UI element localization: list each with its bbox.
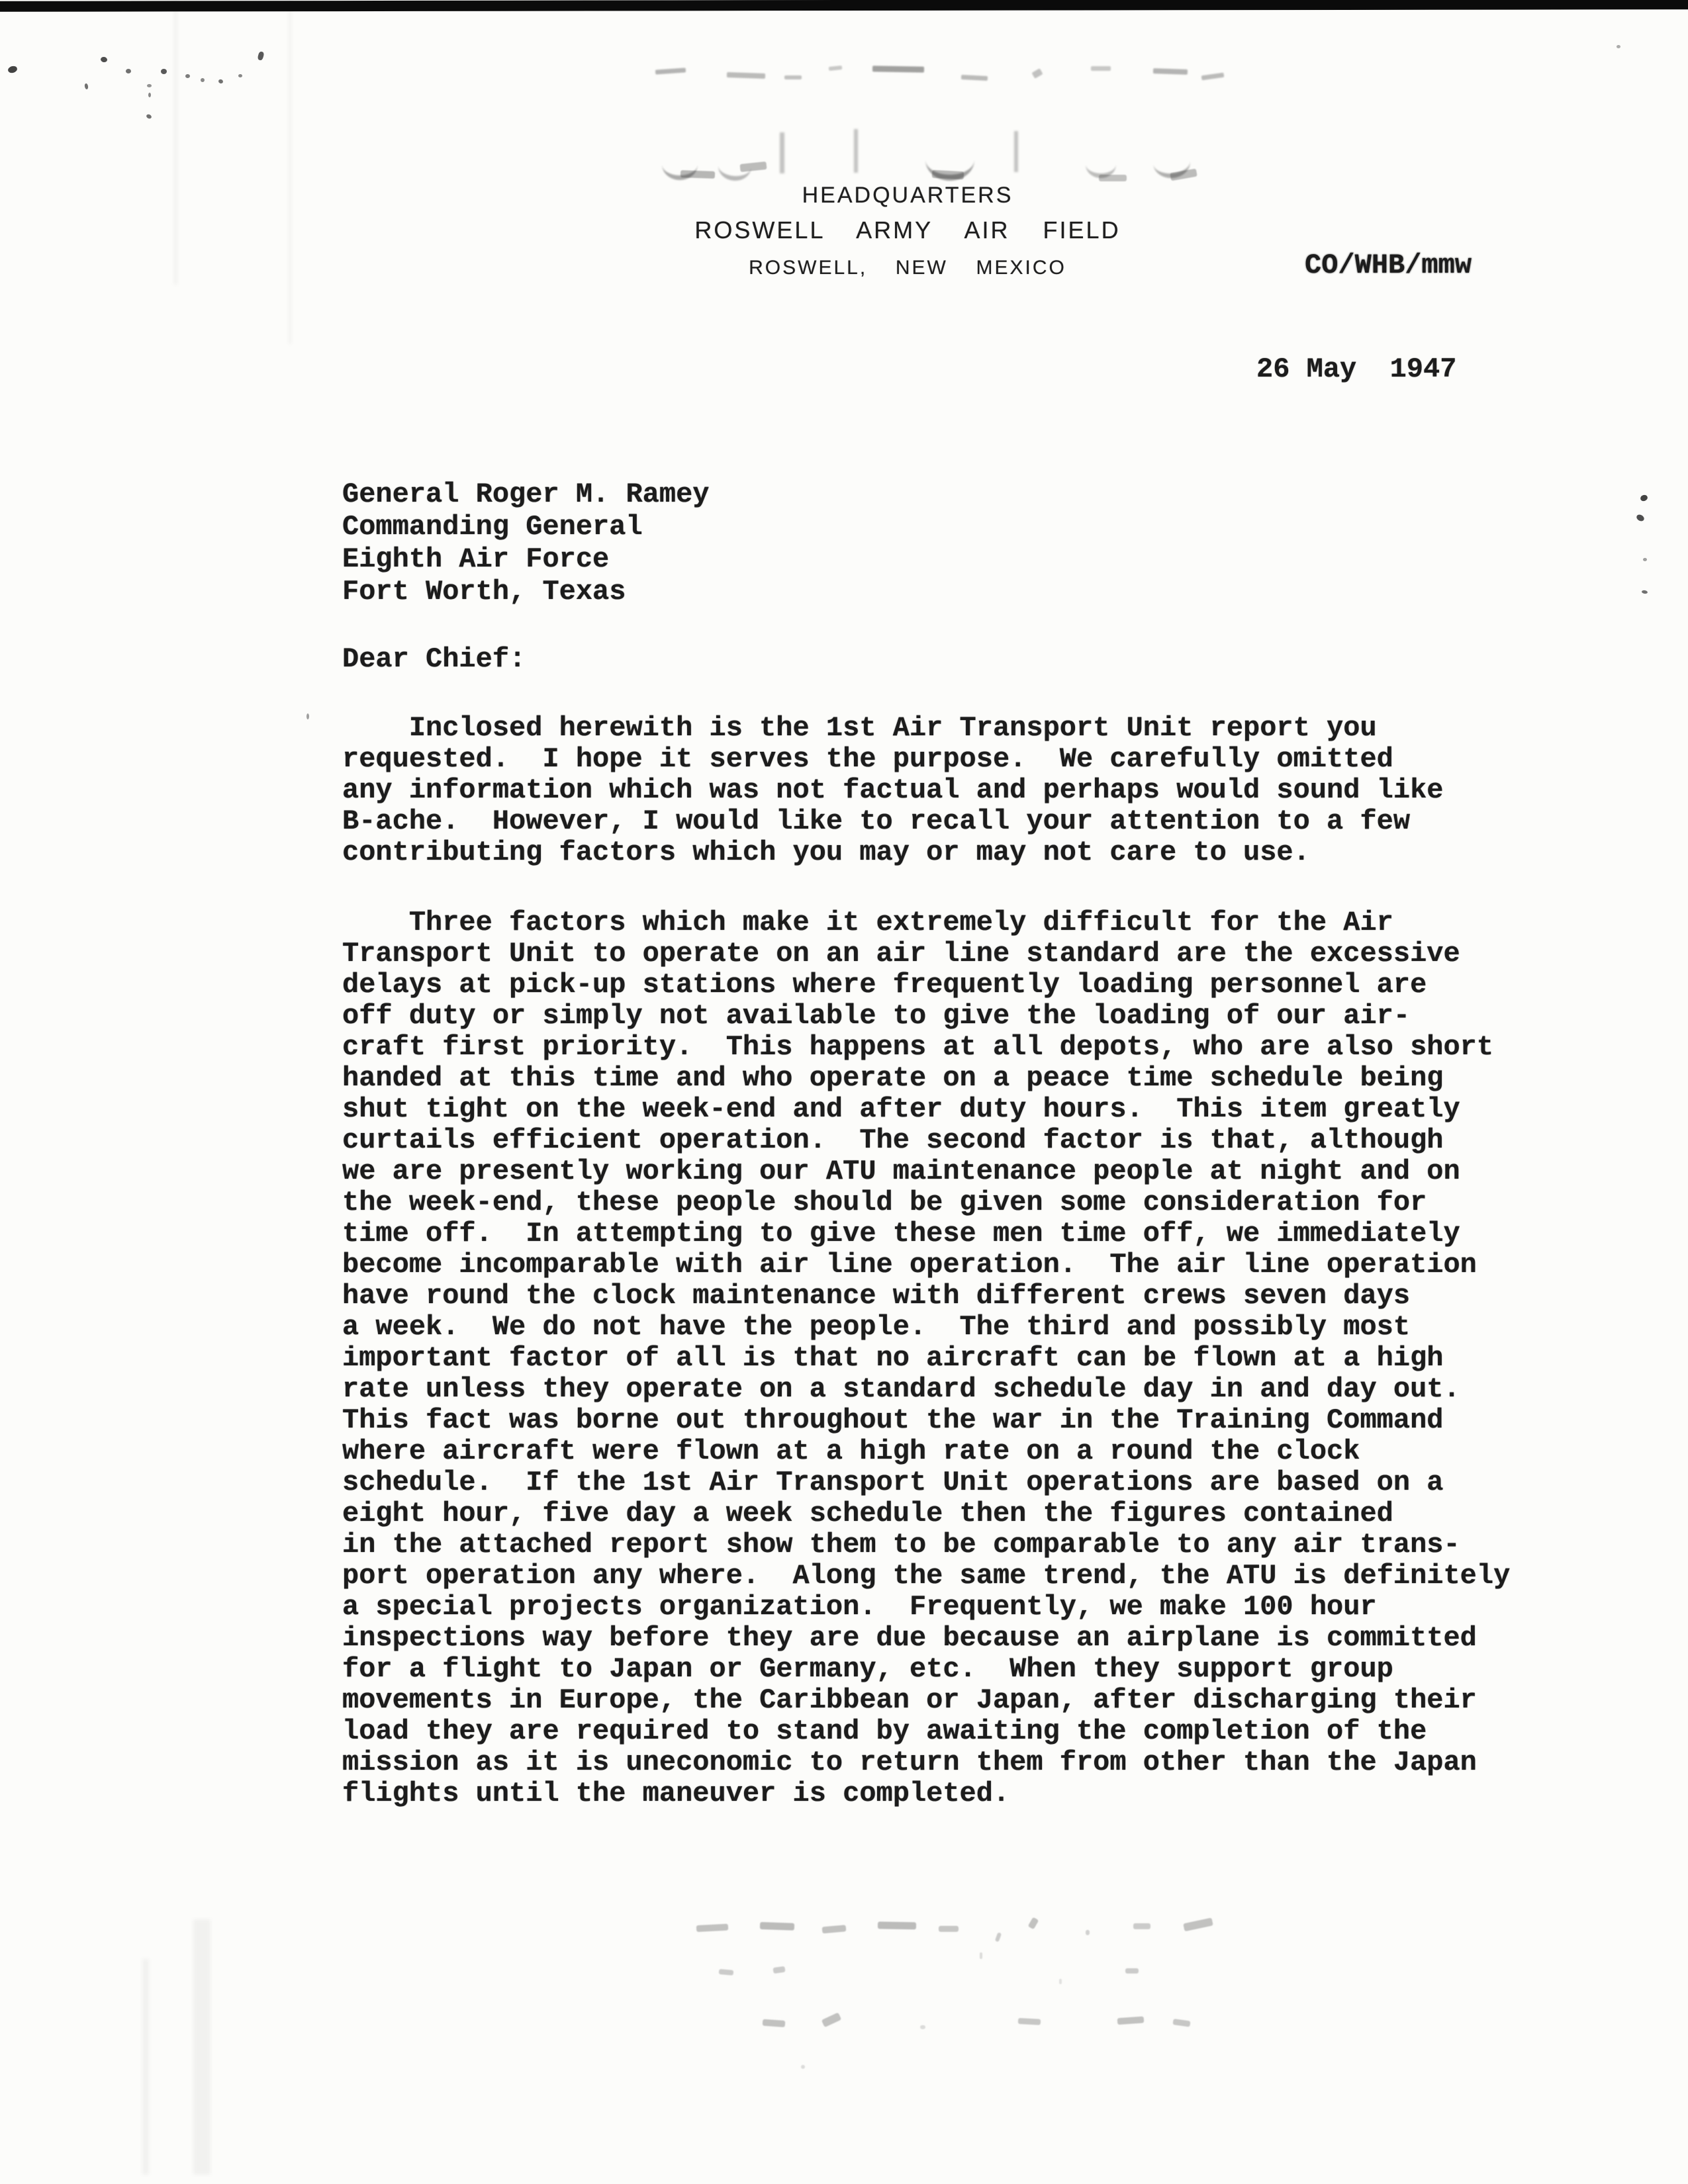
text-line: shut tight on the week-end and after duty hours. This item greatly [342,1093,1460,1125]
scan-speck [147,84,152,87]
text-line: we are presently working our ATU maintenance people at night and on [342,1156,1460,1187]
text-line: a special projects organization. Frequently, we make 100 hour [342,1591,1377,1623]
scan-streak [142,1959,149,2175]
text-line: requested. I hope it serves the purpose. We carefully omitted [342,743,1393,775]
text-line: Eighth Air Force [342,543,610,575]
text-line: schedule. If the 1st Air Transport Unit operations are based on a [342,1467,1444,1498]
body-paragraph-1 [342,713,1443,868]
text-line: in the attached report show them to be comparable to any air trans- [342,1529,1460,1561]
scan-speck [1640,494,1648,502]
scan-speck [161,69,167,74]
scan-speck [84,83,88,90]
scan-speck [306,713,309,719]
body-paragraph-2 [342,907,1510,1809]
scan-speck [146,114,152,120]
scan-speck [1642,590,1648,594]
date-line: 26 May 1947 [1256,353,1457,385]
text-line: curtails efficient operation. The second factor is that, although [342,1124,1444,1156]
scan-speck [238,74,242,77]
text-line: rate unless they operate on a standard schedule day in and day out. [342,1373,1460,1405]
text-line: load they are required to stand by awaiting the completion of the [342,1715,1427,1747]
text-line: a week. We do not have the people. The third and possibly most [342,1311,1411,1343]
typist-reference: CO/WHB/mmw [1305,250,1472,281]
text-line: Transport Unit to operate on an air line standard are the excessive [342,938,1460,970]
scan-bottom-bar [0,0,1688,12]
scan-speck [100,56,107,63]
text-line: B-ache. However, I would like to recall your attention to a few [342,805,1411,837]
text-line: eight hour, five day a week schedule then the figures contained [342,1498,1393,1529]
text-line: Fort Worth, Texas [342,576,626,608]
text-line: mission as it is uneconomic to return them from other than the Japan [342,1747,1477,1778]
text-line: Inclosed herewith is the 1st Air Transport Unit report you [342,712,1377,744]
text-line: Commanding General [342,511,643,543]
scan-streak [289,0,291,344]
scan-speck [1617,45,1620,48]
text-line: become incomparable with air line operation. The air line operation [342,1249,1477,1281]
scan-speck [218,79,224,84]
scan-speck [1643,558,1647,561]
scan-speck [201,78,205,82]
scan-speck [185,74,190,78]
recipient-block [342,478,710,608]
text-line: Three factors which make it extremely difficult for the Air [342,907,1393,938]
scan-speck [126,69,131,73]
scan-speck [7,65,18,73]
scan-streak [174,0,177,285]
letterhead-headquarters: HEADQUARTERS [802,183,1013,208]
letterhead-location: ROSWELL, NEW MEXICO [749,257,1066,279]
text-line: port operation any where. Along the same trend, the ATU is definitely [342,1560,1511,1592]
text-line: contributing factors which you may or may not care to use. [342,837,1310,868]
letterhead-unit: ROSWELL ARMY AIR FIELD [694,216,1121,244]
scan-speck [1636,514,1646,523]
text-line: handed at this time and who operate on a peace time schedule being [342,1062,1444,1094]
text-line: have round the clock maintenance with different crews seven days [342,1280,1411,1312]
scan-speck [257,51,264,61]
scan-streak [193,1919,211,2175]
text-line: movements in Europe, the Caribbean or Japan, after discharging their [342,1684,1477,1716]
text-line: where aircraft were flown at a high rate on a round the clock [342,1435,1360,1467]
scan-speck [148,93,151,97]
salutation: Dear Chief: [342,643,526,675]
text-line: any information which was not factual and perhaps would sound like [342,774,1444,806]
text-line: the week-end, these people should be given some consideration for [342,1187,1427,1218]
text-line: General Roger M. Ramey [342,478,710,510]
text-line: important factor of all is that no aircraft can be flown at a high [342,1342,1444,1374]
text-line: flights until the maneuver is completed. [342,1778,1010,1809]
text-line: This fact was borne out throughout the war in the Training Command [342,1404,1444,1436]
text-line: off duty or simply not available to give the loading of our air- [342,1000,1411,1032]
text-line: craft first priority. This happens at all depots, who are also short [342,1031,1494,1063]
text-line: for a flight to Japan or Germany, etc. When they support group [342,1653,1393,1685]
text-line: time off. In attempting to give these men time off, we immediately [342,1218,1460,1250]
text-line: delays at pick-up stations where frequently loading personnel are [342,969,1427,1001]
text-line: inspections way before they are due because an airplane is committed [342,1622,1477,1654]
